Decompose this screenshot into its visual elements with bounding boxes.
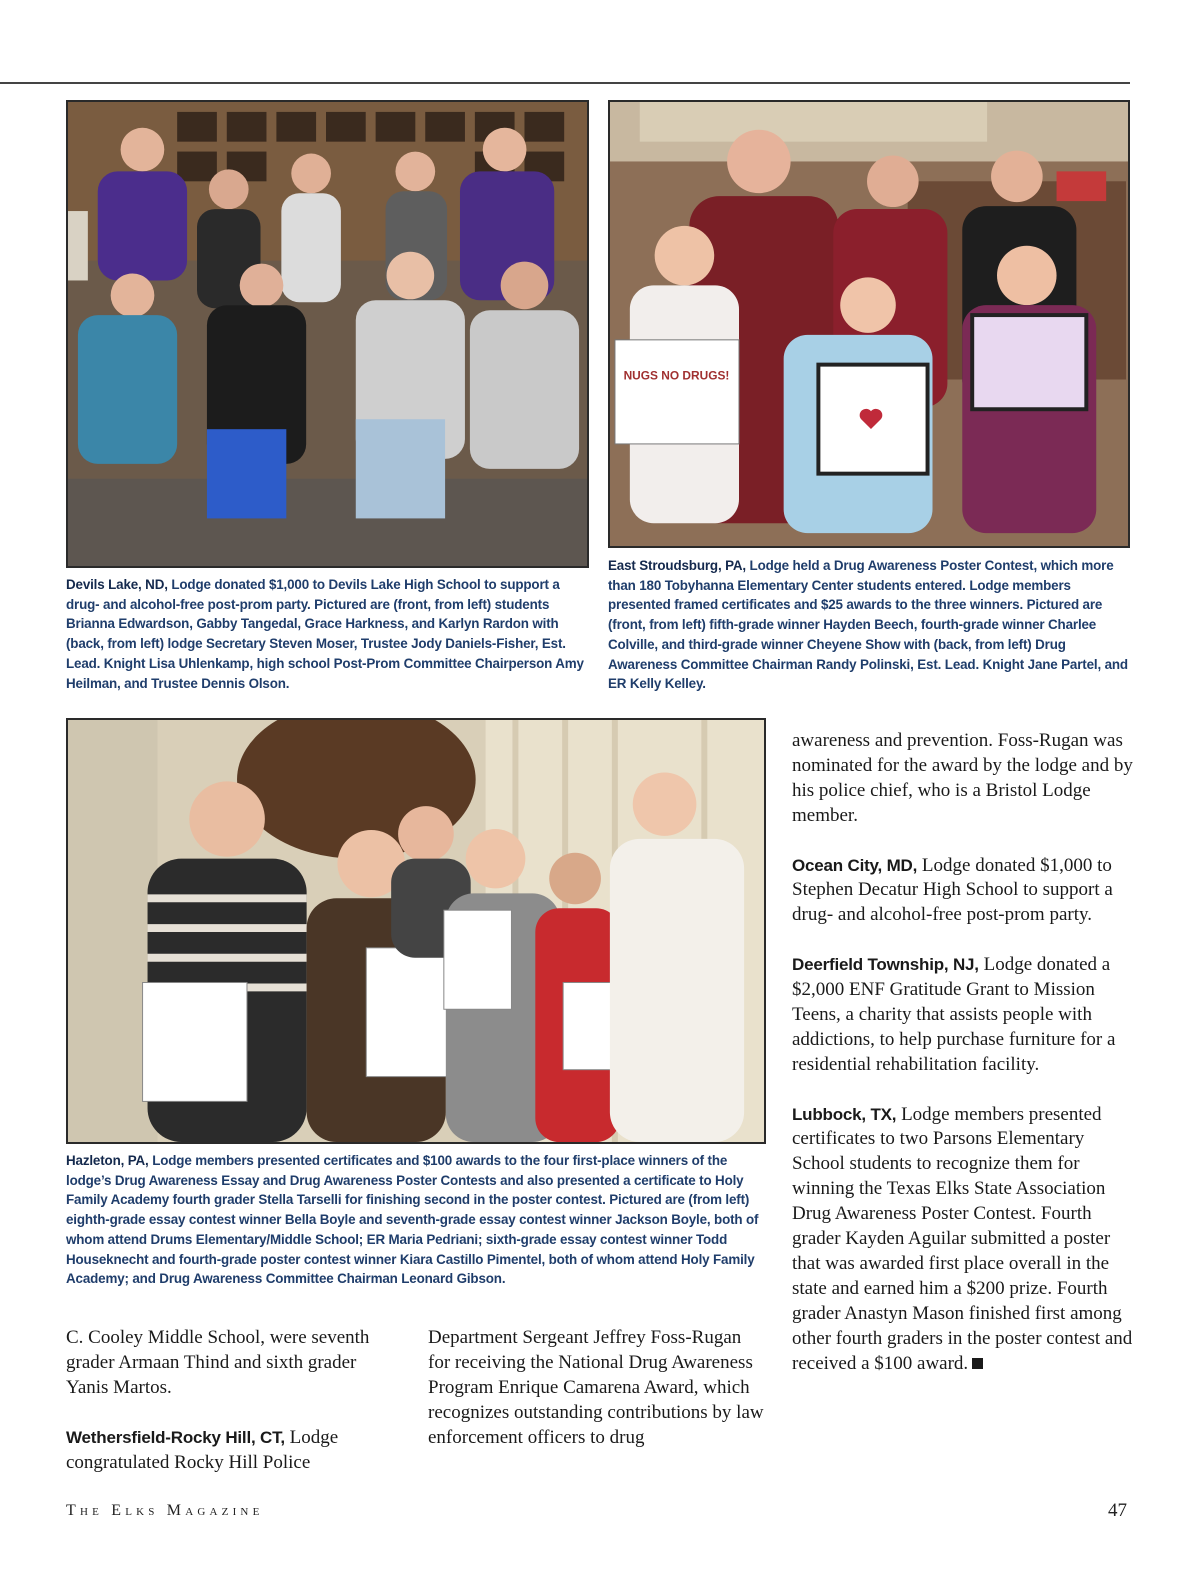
hazleton-photo (66, 718, 766, 1144)
hazleton-place: Hazleton, PA, (66, 1153, 149, 1168)
page-number: 47 (1108, 1500, 1127, 1521)
east-stroudsburg-place: East Stroudsburg, PA, (608, 558, 746, 573)
devils-lake-place: Devils Lake, ND, (66, 577, 168, 592)
devils-lake-caption-text: Lodge donated $1,000 to Devils Lake High School to support a drug- and alcohol-free post-prom party. Pictured are (front, from left) students Brianna Edwardson, Gabby Tangedal, Grace Harkness, and Karlyn Rardon with (back, from left) lodge Secretary Steven Moser, Trustee Jody Daniels-Fisher, Est. Lead. Knight Lisa Uhlenkamp, high school Post-Prom Committee Chairperson Amy Heilman, and Trustee Dennis Olson. (66, 577, 584, 691)
column3-paragraph: awareness and prevention. Foss-Rugan was nominated for the award by the lodge and by his police chief, who is a Bristol Lodge member. (792, 730, 1133, 826)
column1-paragraph: C. Cooley Middle School, were seventh grader Armaan Thind and sixth grader Yanis Martos. (66, 1327, 370, 1398)
lubbock-text: Lodge members presented certificates to two Parsons Elementary School students to recognize them for winning the Texas Elks State Association Drug Awareness Poster Contest. Fourth grader Kayden Aguilar submitted a poster that was awarded first place overall in the state and earned him a $200 prize. Fourth grader Anastyn Mason finished first among other fourth graders in the poster contest and received a $100 award. (792, 1103, 1133, 1374)
east-stroudsburg-caption (608, 556, 1133, 694)
deerfield-paragraph (792, 953, 1134, 1078)
deerfield-place: Deerfield Township, NJ, (792, 955, 979, 975)
poster-text: NUGS NO DRUGS! (623, 368, 730, 383)
devils-lake-caption (66, 575, 591, 693)
ocean-city-place: Ocean City, MD, (792, 855, 918, 875)
end-mark-icon (972, 1358, 983, 1369)
ocean-city-text: Lodge donated $1,000 to Stephen Decatur High School to support a drug- and alcohol-free post-prom party. (792, 854, 1113, 926)
devils-lake-photo (66, 100, 589, 568)
magazine-title: The Elks Magazine (66, 1502, 264, 1519)
article-column-3 (792, 729, 1134, 1377)
hazleton-caption-text: Lodge members presented certificates and $100 awards to the four first-place winners of the lodge’s Drug Awareness Essay and Drug Awareness Poster Contests and also presented a certificate to Holy Family Academy fourth grader Stella Tarselli for finishing second in the poster contest. Pictured are (from left) eighth-grade essay contest winner Bella Boyle and seventh-grade essay contest winner Jackson Boyle, both of whom attend Drums Elementary/Middle School; ER Maria Pedriani; sixth-grade essay contest winner Todd Houseknecht and fourth-grade poster contest winner Kiara Castillo Pimentel, both of whom attend Holy Family Academy; and Drug Awareness Committee Chairman Leonard Gibson. (66, 1153, 759, 1287)
hazleton-caption (66, 1151, 766, 1289)
column2-paragraph: Department Sergeant Jeffrey Foss-Rugan for receiving the National Drug Awareness Program Enrique Camarena Award, which recognizes outstanding contributions by law enforcement officers to drug (428, 1327, 764, 1448)
east-stroudsburg-caption-text: Lodge held a Drug Awareness Poster Contest, which more than 180 Tobyhanna Elementary Center students entered. Lodge members presented framed certificates and $25 awards to the three winners. Pictured are (front, from left) fifth-grade winner Hayden Beech, fourth-grade winner Charlee Colville, and third-grade winner Cheyene Show with (back, from left) Drug Awareness Committee Chairman Randy Polinski, Est. Lead. Knight Jane Partel, and ER Kelly Kelley. (608, 558, 1128, 692)
wethersfield-place: Wethersfield-Rocky Hill, CT, (66, 1427, 285, 1447)
article-column-2 (428, 1326, 768, 1451)
header-rule (0, 82, 1130, 84)
east-stroudsburg-photo (608, 100, 1130, 548)
wethersfield-paragraph (66, 1426, 396, 1476)
ocean-city-paragraph (792, 854, 1134, 929)
lubbock-place: Lubbock, TX, (792, 1104, 897, 1124)
wethersfield-text: Lodge congratulated Rocky Hill Police (66, 1426, 339, 1473)
article-column-1 (66, 1326, 396, 1475)
deerfield-text: Lodge donated a $2,000 ENF Gratitude Grant to Mission Teens, a charity that assists people with addictions, to help purchase furniture for a residential rehabilitation facility. (792, 954, 1116, 1075)
lubbock-paragraph (792, 1103, 1134, 1377)
